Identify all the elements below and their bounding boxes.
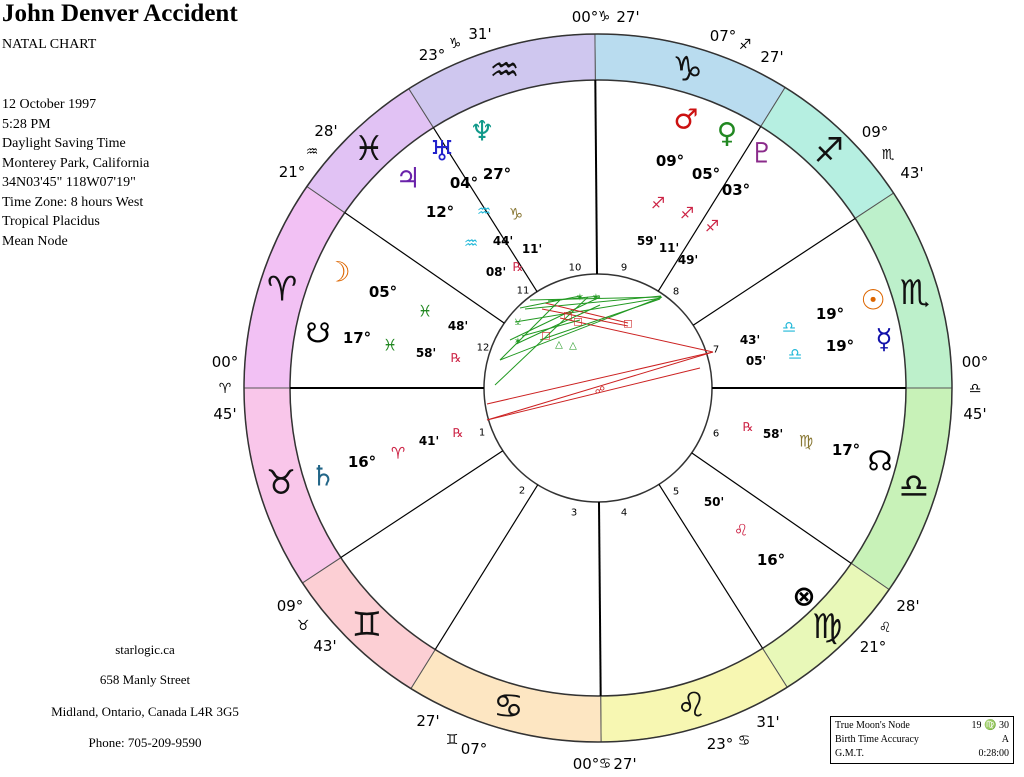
zodiac-sign-capricorn-icon: ♑ — [672, 49, 703, 90]
cusp-minutes: 43' — [313, 637, 337, 655]
house-number: 7 — [712, 344, 720, 356]
uranus-retrograde-icon: ℞ — [512, 260, 524, 274]
detail-coordinates: 34N03'45" 118W07'19" — [2, 175, 136, 190]
aspect-sextile-icon: ✶ — [513, 336, 523, 348]
house-number: 9 — [620, 262, 628, 274]
neptune-icon: ♆ — [469, 114, 495, 148]
mercury-sign-icon: ♎ — [787, 344, 803, 364]
uranus-degree: 04° — [449, 174, 479, 192]
cusp-sign-icon: ♊ — [445, 732, 459, 748]
cusp-degree: 23° — [706, 735, 734, 753]
info-label: Birth Time Accuracy — [835, 734, 919, 745]
house-number: 11 — [516, 285, 530, 297]
house-number: 8 — [672, 286, 680, 298]
info-label: True Moon's Node — [835, 720, 910, 731]
cusp-degree: 09° — [276, 597, 304, 615]
zodiac-sign-pisces-icon: ♓ — [353, 129, 385, 170]
cusp-sign-icon: ♐ — [738, 37, 752, 53]
cusp-sign-icon: ♏ — [881, 147, 895, 163]
cusp-sign-icon: ♋ — [737, 733, 751, 749]
cusp-degree: 00° — [961, 353, 989, 371]
uranus-icon: ♅ — [429, 134, 455, 168]
mercury-minutes: 05' — [745, 354, 767, 368]
pluto-icon: ♇ — [749, 136, 775, 170]
jupiter-minutes: 08' — [485, 265, 507, 279]
part-of-fortune-icon: ⊗ — [792, 579, 816, 613]
aspect-square-icon: □ — [563, 310, 573, 322]
contact-street: 658 Manly Street — [99, 672, 191, 687]
cusp-degree: 07° — [709, 27, 737, 45]
venus-minutes: 11' — [658, 241, 680, 255]
zodiac-sign-aquarius-icon: ♒ — [489, 50, 520, 91]
detail-date: 12 October 1997 — [2, 97, 97, 112]
cusp-minutes: 27' — [416, 712, 440, 730]
contact-phone: Phone: 705-209-9590 — [88, 735, 202, 750]
info-value: 0:28:00 — [978, 748, 1009, 759]
venus-sign-icon: ♐ — [679, 203, 695, 223]
cusp-minutes: 31' — [468, 25, 492, 43]
cusp-sign-icon: ♈ — [218, 381, 232, 397]
zodiac-sign-scorpio-icon: ♏ — [899, 272, 931, 313]
sun-sign-icon: ♎ — [781, 317, 797, 337]
cusp-minutes: 27' — [616, 8, 640, 26]
cusp-degree: 00° — [571, 8, 599, 26]
uranus-sign-icon: ♒ — [476, 201, 492, 221]
chart-title: John Denver Accident — [2, 0, 238, 27]
cusp-sign-icon: ♑ — [448, 36, 462, 52]
mercury-icon: ☿ — [875, 322, 893, 356]
neptune-sign-icon: ♑ — [508, 204, 524, 224]
uranus-minutes: 44' — [492, 234, 514, 248]
cusp-degree: 09° — [861, 123, 889, 141]
detail-place: Monterey Park, California — [2, 155, 150, 171]
pluto-degree: 03° — [721, 181, 751, 199]
north-node-icon: ☊ — [867, 444, 893, 478]
south-node-degree: 17° — [342, 329, 372, 347]
cusp-minutes: 28' — [896, 597, 920, 615]
house-number: 6 — [712, 428, 720, 440]
aspect-square-icon: □ — [541, 330, 551, 342]
cusp-minutes: 27' — [760, 48, 784, 66]
cusp-minutes: 31' — [756, 713, 780, 731]
cusp-sign-icon: ♑ — [597, 9, 611, 25]
neptune-minutes: 11' — [521, 242, 543, 256]
cusp-sign-icon: ♒ — [305, 144, 319, 160]
contact-city: Midland, Ontario, Canada L4R 3G5 — [51, 704, 239, 719]
aspect-trine-icon: △ — [555, 339, 563, 351]
chart-subtitle: NATAL CHART — [2, 37, 97, 52]
house-number: 12 — [476, 342, 490, 354]
saturn-degree: 16° — [347, 453, 377, 471]
cusp-degree: 00° — [211, 353, 239, 371]
cusp-sign-icon: ♎ — [968, 381, 982, 397]
mars-sign-icon: ♐ — [650, 193, 666, 213]
saturn-icon: ♄ — [310, 459, 336, 493]
house-number: 4 — [620, 507, 628, 519]
part-of-fortune-minutes: 50' — [703, 495, 725, 509]
cusp-degree: 21° — [278, 163, 306, 181]
cusp-degree: 07° — [460, 740, 488, 758]
part-of-fortune-sign-icon: ♌ — [733, 520, 749, 540]
cusp-minutes: 45' — [213, 405, 237, 423]
zodiac-sign-virgo-icon: ♍ — [811, 606, 843, 647]
mercury-degree: 19° — [825, 337, 855, 355]
zodiac-sign-taurus-icon: ♉ — [265, 463, 297, 504]
neptune-degree: 27° — [482, 165, 512, 183]
zodiac-sign-aries-icon: ♈ — [266, 269, 298, 310]
venus-degree: 05° — [691, 165, 721, 183]
cusp-degree: 21° — [859, 638, 887, 656]
aspect-semisextile-icon: ⚺ — [514, 316, 522, 328]
aspect-opposition-icon: ☍ — [594, 385, 606, 397]
house-number: 2 — [518, 485, 526, 497]
north-node-degree: 17° — [831, 441, 861, 459]
detail-time: 5:28 PM — [2, 116, 51, 132]
jupiter-sign-icon: ♒ — [463, 233, 479, 253]
moon-minutes: 48' — [447, 319, 469, 333]
aspect-square-icon: □ — [573, 316, 583, 328]
north-node-retrograde-icon: ℞ — [742, 420, 754, 434]
sun-minutes: 43' — [739, 333, 761, 347]
part-of-fortune-degree: 16° — [756, 551, 786, 569]
north-node-minutes: 58' — [762, 427, 784, 441]
cusp-minutes: 43' — [900, 164, 924, 182]
sun-icon: ☉ — [860, 283, 886, 317]
south-node-retrograde-icon: ℞ — [450, 351, 462, 365]
venus-icon: ♀ — [716, 116, 738, 150]
zodiac-sign-libra-icon: ♎ — [898, 466, 930, 507]
aspect-sextile-icon: ✶ — [575, 292, 585, 304]
zodiac-sign-cancer-icon: ♋ — [493, 686, 524, 727]
zodiac-sign-sagittarius-icon: ♐ — [813, 130, 845, 171]
cusp-degree: 23° — [418, 46, 446, 64]
moon-degree: 05° — [368, 283, 398, 301]
mars-icon: ♂ — [673, 102, 699, 136]
cusp-sign-icon: ♉ — [296, 618, 310, 634]
moon-icon: ☽ — [325, 255, 351, 289]
aspect-square-icon: □ — [623, 318, 633, 330]
detail-node-type: Mean Node — [2, 233, 68, 249]
detail-house-system: Tropical Placidus — [2, 214, 100, 229]
mars-degree: 09° — [655, 152, 685, 170]
jupiter-degree: 12° — [425, 203, 455, 221]
cusp-minutes: 45' — [963, 405, 987, 423]
house-number: 1 — [478, 427, 486, 439]
north-node-sign-icon: ♍ — [798, 431, 814, 451]
pluto-minutes: 49' — [677, 253, 699, 267]
detail-timezone: Time Zone: 8 hours West — [2, 194, 144, 210]
south-node-icon: ☋ — [305, 316, 331, 350]
house-number: 3 — [570, 507, 578, 519]
cusp-degree: 00° — [572, 755, 600, 773]
info-value: A — [1001, 734, 1009, 745]
house-number: 5 — [672, 486, 680, 498]
moon-sign-icon: ♓ — [417, 301, 433, 321]
zodiac-sign-leo-icon: ♌ — [676, 685, 707, 726]
detail-dst: Daylight Saving Time — [2, 136, 126, 151]
cusp-sign-icon: ♌ — [878, 620, 892, 636]
saturn-sign-icon: ♈ — [390, 443, 406, 463]
info-label: G.M.T. — [835, 748, 864, 759]
jupiter-icon: ♃ — [395, 161, 421, 195]
sun-degree: 19° — [815, 305, 845, 323]
cusp-minutes: 28' — [314, 122, 338, 140]
south-node-minutes: 58' — [415, 346, 437, 360]
saturn-minutes: 41' — [418, 434, 440, 448]
aspect-trine-icon: △ — [569, 340, 577, 352]
cusp-minutes: 27' — [613, 755, 637, 773]
south-node-sign-icon: ♓ — [382, 335, 398, 355]
pluto-sign-icon: ♐ — [704, 216, 720, 236]
mars-minutes: 59' — [636, 234, 658, 248]
zodiac-sign-gemini-icon: ♊ — [351, 605, 383, 646]
cusp-sign-icon: ♋ — [598, 756, 612, 772]
house-number: 10 — [568, 262, 582, 274]
contact-site: starlogic.ca — [115, 642, 175, 657]
info-value: 19 ♍ 30 — [971, 720, 1009, 731]
saturn-retrograde-icon: ℞ — [452, 426, 464, 440]
aspect-sextile-icon: ✶ — [591, 292, 601, 304]
